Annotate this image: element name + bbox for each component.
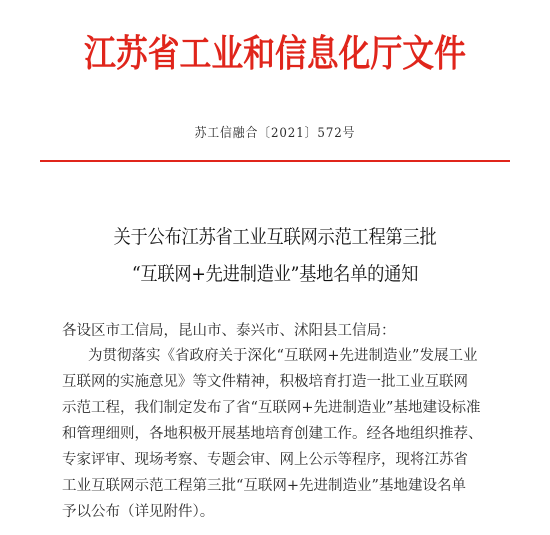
body-line-7: 予以公布（详见附件）。 [62,504,215,520]
header-divider-line [40,160,510,162]
body-line-3: 示范工程，我们制定发布了省“互联网+先进制造业”基地建设标准 [62,400,481,416]
body-line-6: 工业互联网示范工程第三批“互联网+先进制造业”基地建设名单 [62,478,466,494]
subject-title-line-1: 关于公布江苏省工业互联网示范工程第三批 [113,226,437,248]
document-number: 苏工信融合〔2021〕572号 [194,126,356,141]
salutation: 各设区市工信局，昆山市、泰兴市、沭阳县工信局： [62,323,396,339]
body-line-1: 为贯彻落实《省政府关于深化“互联网+先进制造业”发展工业 [88,348,478,364]
document-header-title: 江苏省工业和信息化厅文件 [84,31,466,75]
body-line-5: 专家评审、现场考察、专题会审、网上公示等程序，现将江苏省 [62,452,468,468]
body-line-2: 互联网的实施意见》等文件精神，积极培育打造一批工业互联网 [62,374,468,390]
subject-title-line-2: “互联网+先进制造业”基地名单的通知 [131,263,419,285]
body-line-4: 和管理细则，各地积极开展基地培育创建工作。经各地组织推荐、 [62,426,483,442]
